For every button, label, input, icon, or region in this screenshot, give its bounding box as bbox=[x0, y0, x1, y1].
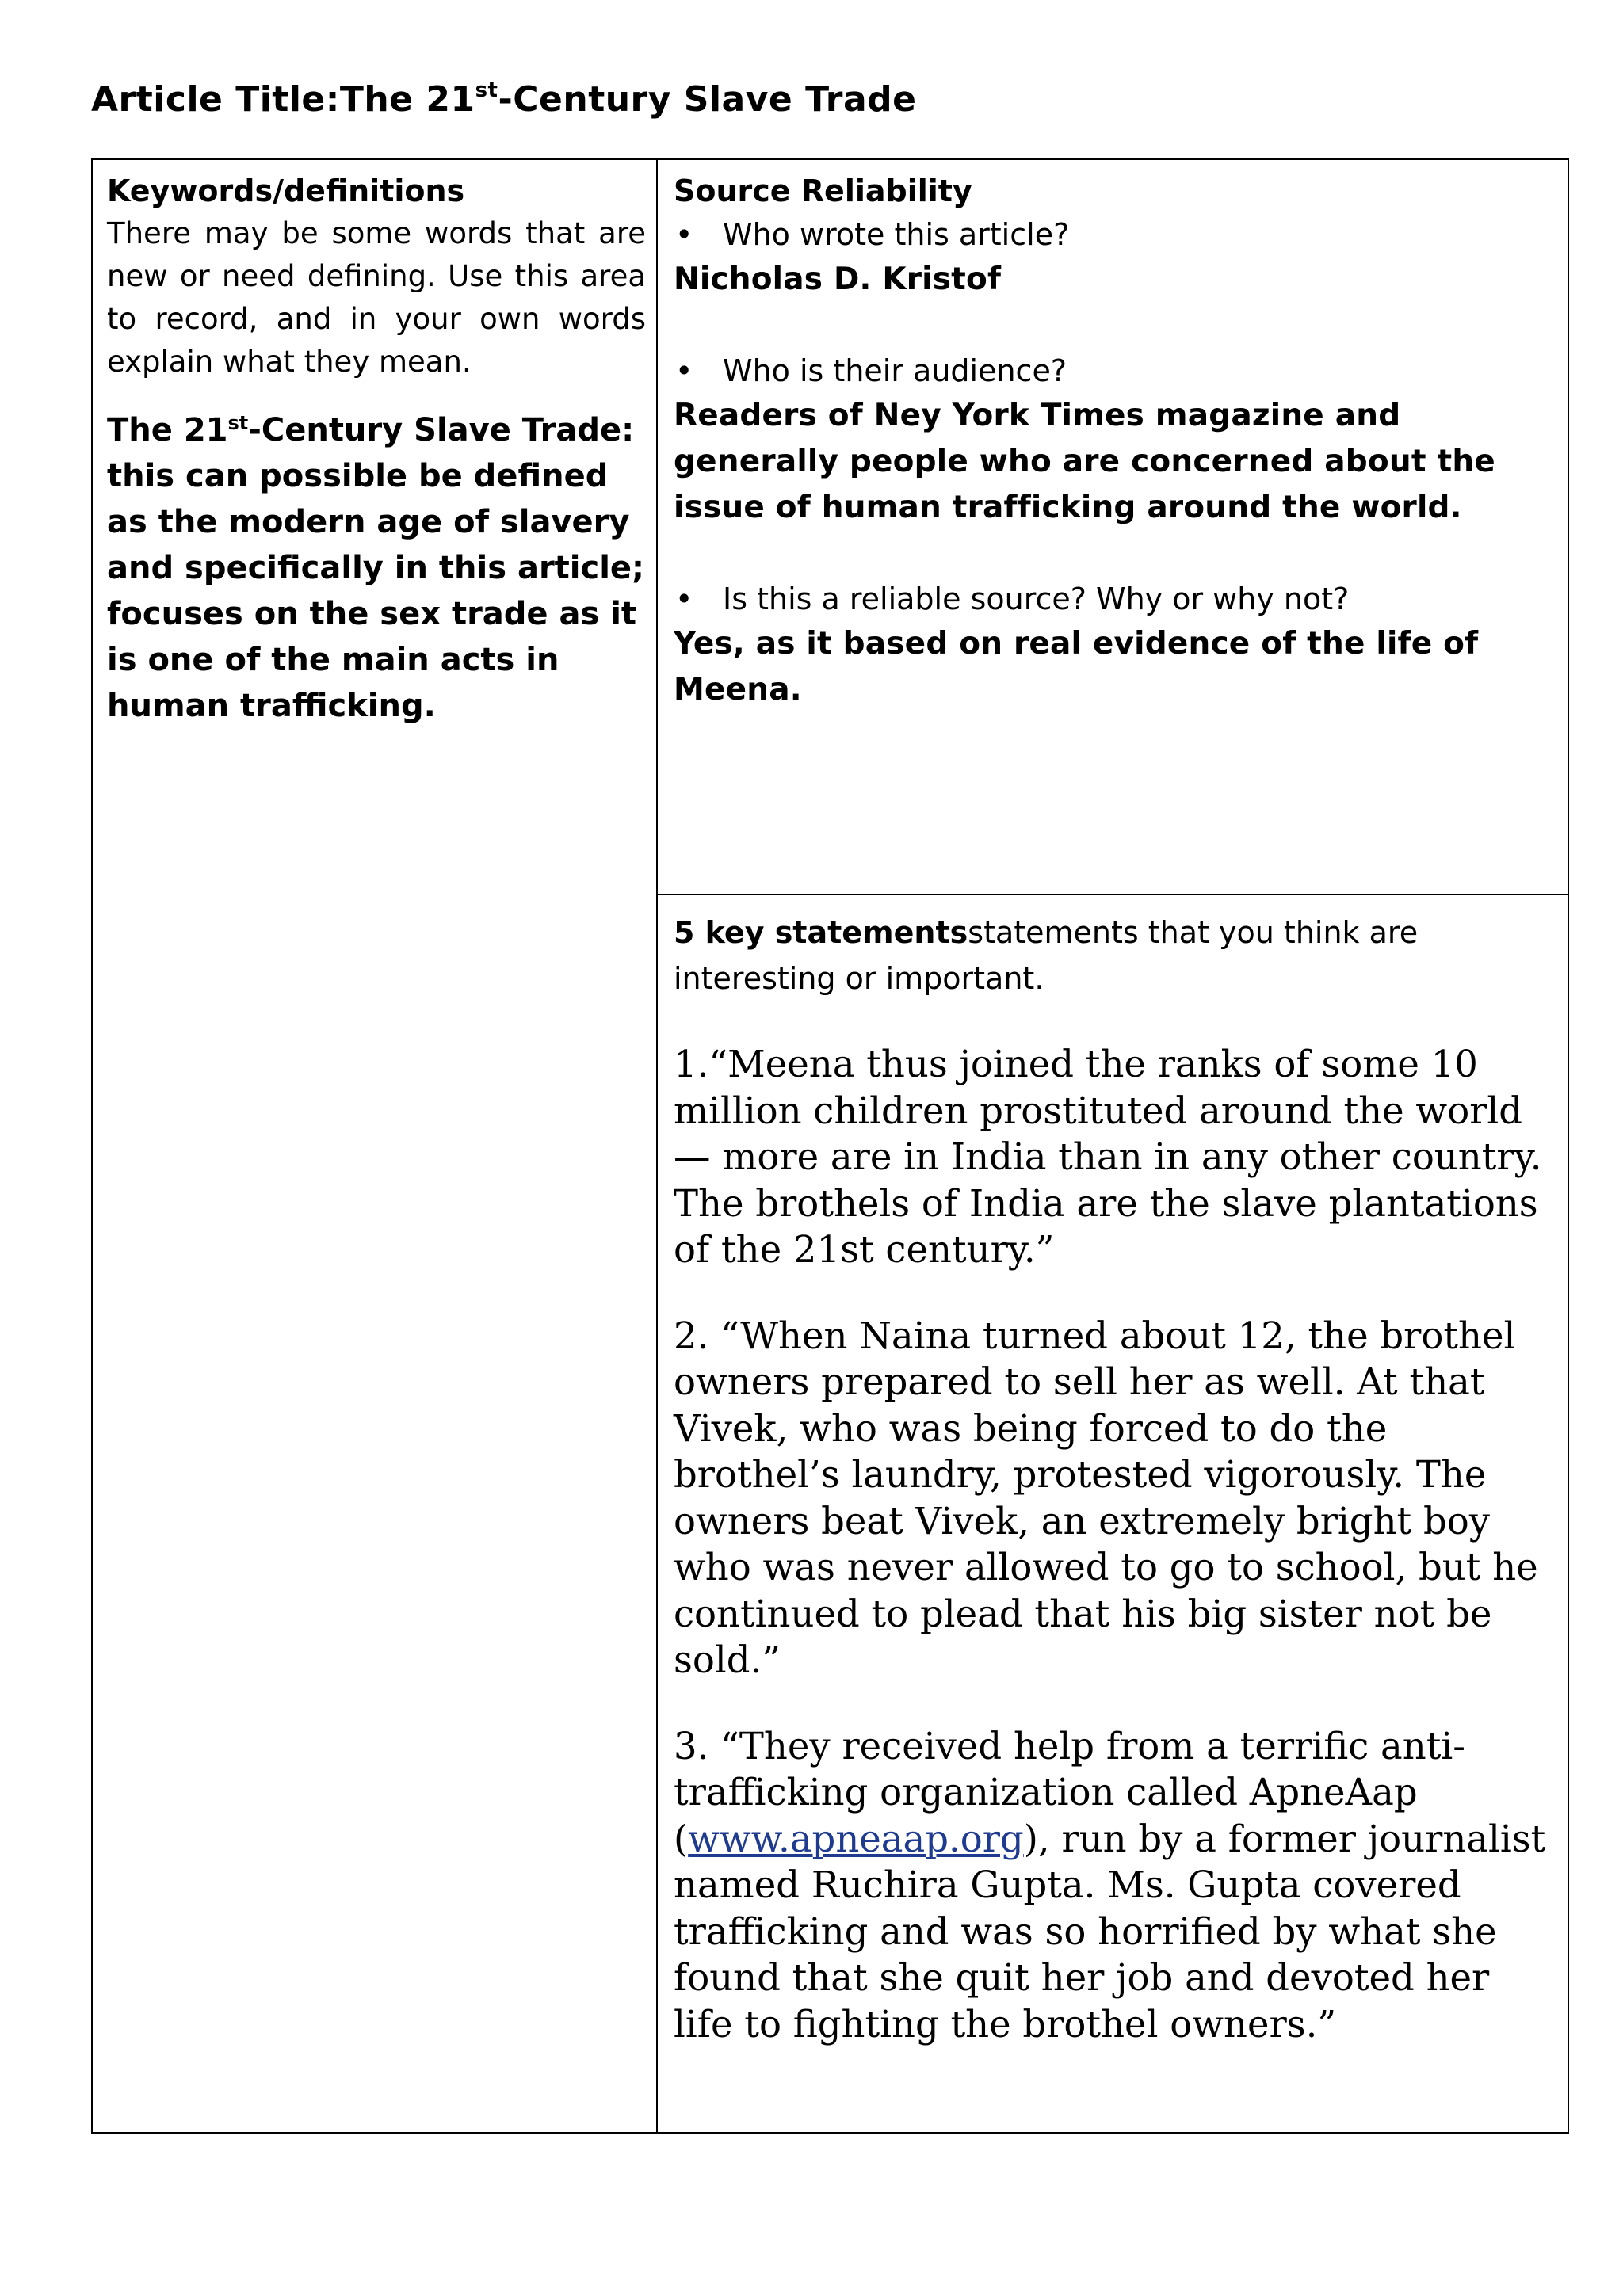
question-audience-text: Who is their audience? bbox=[723, 353, 1067, 388]
answer-author: Nicholas D. Kristof bbox=[674, 261, 1002, 297]
key-statements-cell bbox=[674, 910, 1553, 2047]
statement-1: 1.“Meena thus joined the ranks of some 10 million children prostituted around the world — more are in India than in any other country. The brothels of India are the slave plantations of the 21st century.” bbox=[674, 1043, 1542, 1271]
title-superscript: st bbox=[475, 78, 498, 102]
bullet-icon: • bbox=[675, 582, 693, 616]
question-reliability bbox=[674, 577, 1553, 621]
statement-2: 2. “When Naina turned about 12, the brothel owners prepared to sell her as well. At that Vivek, who was being forced to do the brothel’s laundry, protested vigorously. The owners beat Vivek, an extremely bright boy who was never allowed to go to school, but he continued to plead that his big sister not be sold.” bbox=[674, 1314, 1538, 1681]
statement-3-after: ), run by a former journalist named Ruchira Gupta. Ms. Gupta covered trafficking and was so horrified by what she found that she quit her job and devoted her life to fighting the brothel owners.” bbox=[674, 1817, 1546, 2046]
page-title bbox=[91, 79, 916, 120]
bullet-icon: • bbox=[675, 353, 693, 388]
keyword-definition-text: this can possible be defined as the modern age of slavery and specifically in this article; focuses on the sex trade as it is one of the main acts in human trafficking. bbox=[107, 458, 645, 724]
answer-audience: Readers of Ney York Times magazine and generally people who are concerned about the issue of human trafficking around the world. bbox=[674, 398, 1495, 525]
question-reliability-text: Is this a reliable source? Why or why not? bbox=[723, 582, 1350, 616]
title-suffix: -Century Slave Trade bbox=[498, 79, 917, 120]
statements-heading-rest: statements that you think are interesting or important. bbox=[674, 915, 1419, 996]
keyword-term-suffix: -Century Slave Trade: bbox=[248, 412, 635, 448]
question-author-text: Who wrote this article? bbox=[723, 217, 1070, 252]
statement-3-before: 3. “They received help from a terrific anti-trafficking organization called ApneAap ( bbox=[674, 1724, 1465, 1860]
source-heading: Source Reliability bbox=[674, 174, 972, 208]
worksheet-table bbox=[91, 158, 1569, 2134]
keywords-heading: Keywords/definitions bbox=[107, 174, 465, 208]
statements-heading-bold: 5 key statements bbox=[674, 915, 968, 950]
question-audience bbox=[674, 349, 1553, 393]
column-divider bbox=[656, 160, 658, 2132]
apneaap-link[interactable]: www.apneaap.org bbox=[688, 1817, 1024, 1860]
keywords-instructions: There may be some words that are new or need defining. Use this area to record, and in your own words explain what they mean. bbox=[107, 216, 646, 379]
keyword-term-superscript: st bbox=[227, 412, 249, 434]
source-reliability-cell bbox=[674, 170, 1553, 713]
keyword-term-prefix: The 21 bbox=[107, 412, 228, 448]
statement-3 bbox=[674, 1723, 1553, 2048]
keyword-definition bbox=[107, 407, 646, 729]
statements-heading bbox=[674, 910, 1553, 1001]
bullet-icon: • bbox=[675, 217, 693, 252]
keywords-cell bbox=[107, 170, 646, 729]
title-prefix: Article Title:The 21 bbox=[91, 79, 475, 120]
row-divider bbox=[658, 894, 1568, 895]
question-author bbox=[674, 212, 1553, 257]
answer-reliability: Yes, as it based on real evidence of the life of Meena. bbox=[674, 626, 1479, 707]
